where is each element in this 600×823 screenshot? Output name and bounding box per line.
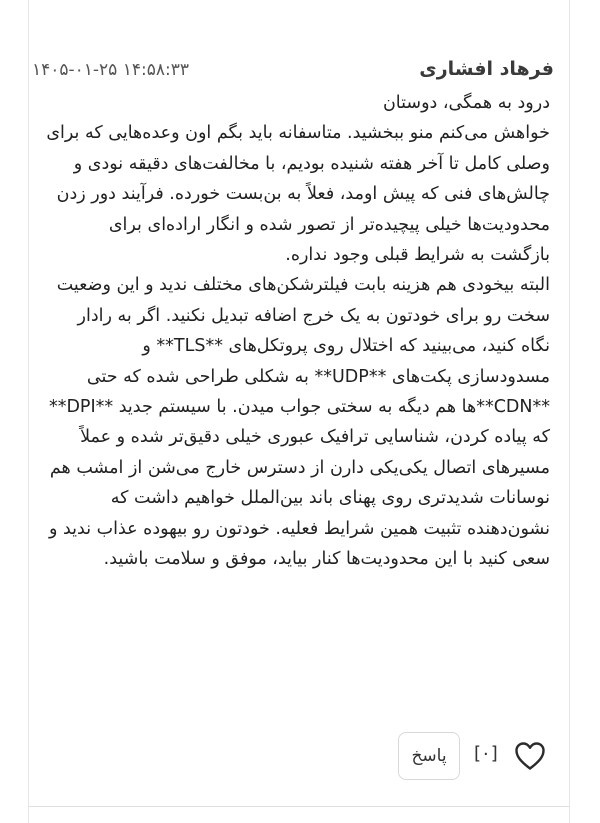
reply-button[interactable]: پاسخ <box>398 732 460 780</box>
comment-header <box>28 58 570 88</box>
heart-icon <box>514 741 546 771</box>
comment-paragraph-greeting: درود به همگی، دوستان <box>382 93 550 113</box>
comment-card <box>28 0 570 806</box>
comment-timestamp: ۱۴۰۵-۰۱-۲۵ ۱۴:۵۸:۳۳ <box>32 60 189 80</box>
like-count: [۰] <box>474 743 498 764</box>
comment-body <box>45 88 550 575</box>
comment-actions <box>28 730 570 782</box>
author-name[interactable]: فرهاد افشاری <box>419 58 554 80</box>
bottom-divider <box>28 806 570 807</box>
like-button[interactable] <box>512 738 548 774</box>
comment-paragraph-details: البته بیخودی هم هزینه بابت فیلترشکن‌های مختلف ندید و این وضعیت سخت رو برای خودتون به یک خرج اضافه تبدیل نکنید. اگر به رادار نگاه کنید، می‌بینید که اختلال روی پروتکل‌های **TLS** و مسدودسازی پکت‌های **UDP** به شکلی طراحی شده که حتی **CDN**ها هم دیگه به سختی جواب میدن. با سیستم جدید **DPI** که پیاده کردن، شناسایی ترافیک عبوری خیلی دقیق‌تر شده و عملاً مسیرهای اتصال یکی‌یکی دارن از دسترس خارج می‌شن از امشب هم نوسانات شدیدتری روی پهنای باند بین‌الملل خواهیم داشت که نشون‌دهنده تثبیت همین شرایط فعلیه. خودتون رو بیهوده عذاب ندید و سعی کنید با این محدودیت‌ها کنار بیاید، موفق و سلامت باشید. <box>48 275 550 570</box>
comment-paragraph-apology: خواهش می‌کنم منو ببخشید. متاسفانه باید بگم اون وعده‌هایی که برای وصلی کامل تا آخر هفته شنیده بودیم، با مخالفت‌های دقیقه نودی و چالش‌های فنی که پیش اومد، فعلاً به بن‌بست خورده. فرآیند دور زدن محدودیت‌ها خیلی پیچیده‌تر از تصور شده و انگار اراده‌ای برای بازگشت به شرایط قبلی وجود نداره. <box>46 123 550 266</box>
